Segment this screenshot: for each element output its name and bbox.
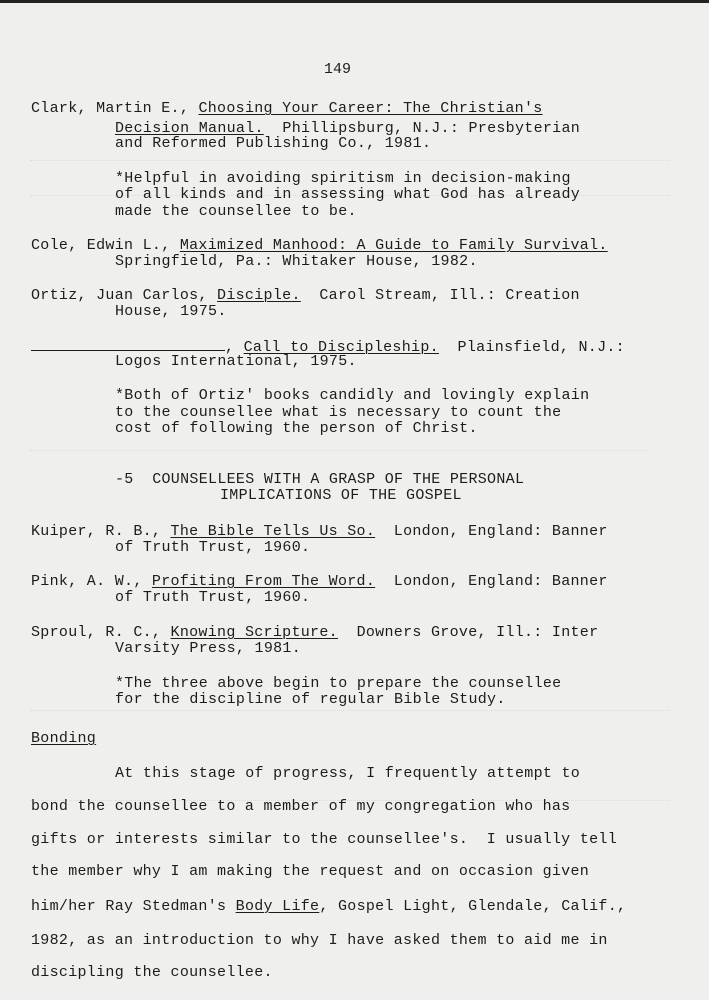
publisher: London, England: Banner [375,523,608,540]
author: Pink, A. W., [31,573,152,590]
section-heading-line1: -5 COUNSELLEES WITH A GRASP OF THE PERSONAL [115,471,525,488]
paragraph-line: 1982, as an introduction to why I have asked them to aid me in [31,932,608,949]
annotation-line: made the counsellee to be. [115,203,357,220]
publisher: Downers Grove, Ill.: Inter [337,624,599,641]
annotation-line: *Both of Ortiz' books candidly and lovingly explain [115,387,590,404]
entry-line [31,238,608,254]
book-title: Knowing Scripture. [170,624,338,641]
annotation-line: *The three above begin to prepare the counsellee [115,675,562,692]
paragraph-line: discipling the counsellee. [31,964,273,981]
entry-line [31,524,608,540]
paragraph-line: the member why I am making the request and on occasion given [31,863,590,880]
paragraph-line: At this stage of progress, I frequently attempt to [115,765,581,782]
entry-line [31,625,598,641]
author: Kuiper, R. B., [31,523,171,540]
entry-line: Varsity Press, 1981. [115,640,302,657]
book-title: Disciple. [217,287,301,304]
entry-line: of Truth Trust, 1960. [115,539,311,556]
book-title: Call to Discipleship. [243,339,439,356]
author: Sproul, R. C., [31,624,171,641]
book-title: Profiting From The Word. [151,573,376,590]
separator: , [225,339,244,356]
author: Clark, Martin E., [31,100,199,117]
entry-line [31,288,580,304]
book-title: Choosing Your Career: The Christian's [198,100,543,117]
entry-line: of Truth Trust, 1960. [115,589,311,606]
annotation-line: cost of following the person of Christ. [115,420,478,437]
entry-line [31,101,543,117]
annotation-line: to the counsellee what is necessary to count the [115,404,562,421]
publisher: London, England: Banner [375,573,608,590]
publisher: Carol Stream, Ill.: Creation [300,287,580,304]
text-span: , Gospel Light, Glendale, Calif., [319,898,627,915]
annotation-line: for the discipline of regular Bible Study. [115,691,506,708]
paragraph-line: bond the counsellee to a member of my congregation who has [31,798,571,815]
entry-line: Springfield, Pa.: Whitaker House, 1982. [115,253,478,270]
annotation-line: of all kinds and in assessing what God has already [115,186,581,203]
book-title: Maximized Manhood: A Guide to Family Survival. [179,237,608,254]
publisher: Phillipsburg, N.J.: Presbyterian [263,120,581,137]
page-number: 149 [324,61,352,78]
text-span: him/her Ray Stedman's [31,898,236,915]
entry-line: Logos International, 1975. [115,353,357,370]
author: Cole, Edwin L., [31,237,180,254]
book-title: Decision Manual. [115,120,264,137]
entry-line: House, 1975. [115,303,227,320]
entry-line [31,574,608,590]
book-title: The Bible Tells Us So. [170,523,376,540]
bonding-heading: Bonding [31,730,97,747]
publisher: Plainsfield, N.J.: [438,339,625,356]
author: Ortiz, Juan Carlos, [31,287,218,304]
book-title: Body Life [235,898,320,915]
section-heading-line2: IMPLICATIONS OF THE GOSPEL [220,487,462,504]
entry-line: and Reformed Publishing Co., 1981. [115,135,432,152]
annotation-line: *Helpful in avoiding spiritism in decision-making [115,170,571,187]
ditto-author-blank [31,338,225,351]
paragraph-line [31,899,626,915]
paragraph-line: gifts or interests similar to the counsellee's. I usually tell [31,831,617,848]
